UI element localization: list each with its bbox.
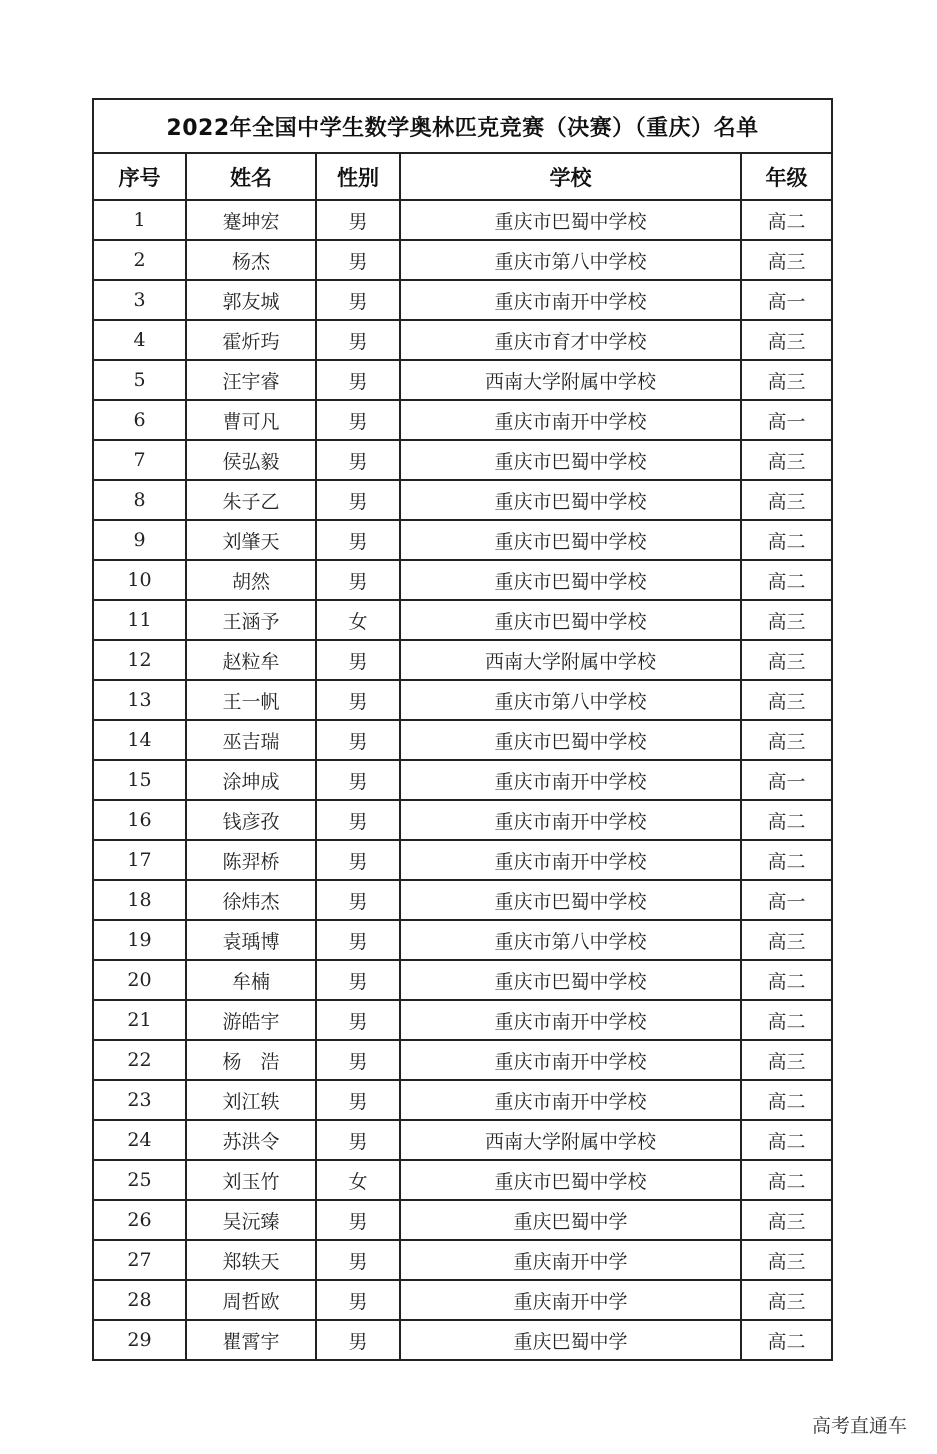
cell-school: 重庆市巴蜀中学校 (400, 1160, 741, 1200)
cell-grade: 高一 (741, 400, 832, 440)
table-row (93, 240, 832, 280)
cell-gender: 男 (316, 520, 400, 560)
cell-school: 重庆市南开中学校 (400, 1040, 741, 1080)
cell-school: 重庆巴蜀中学 (400, 1320, 741, 1360)
cell-gender: 男 (316, 240, 400, 280)
table-row (93, 800, 832, 840)
cell-school: 重庆市第八中学校 (400, 680, 741, 720)
name-list-table (92, 98, 833, 1361)
cell-name: 蹇坤宏 (186, 200, 316, 240)
table-row (93, 680, 832, 720)
cell-name: 郑轶天 (186, 1240, 316, 1280)
cell-gender: 女 (316, 1160, 400, 1200)
cell-school: 重庆市巴蜀中学校 (400, 960, 741, 1000)
table-row (93, 1120, 832, 1160)
cell-school: 重庆市巴蜀中学校 (400, 440, 741, 480)
cell-gender: 男 (316, 880, 400, 920)
cell-index: 28 (93, 1280, 186, 1320)
cell-name: 王涵予 (186, 600, 316, 640)
title-row (93, 99, 832, 153)
cell-name: 徐炜杰 (186, 880, 316, 920)
table-row (93, 1160, 832, 1200)
cell-index: 17 (93, 840, 186, 880)
cell-index: 27 (93, 1240, 186, 1280)
cell-school: 重庆市巴蜀中学校 (400, 480, 741, 520)
cell-grade: 高二 (741, 520, 832, 560)
cell-gender: 男 (316, 200, 400, 240)
table-row (93, 320, 832, 360)
table-row (93, 200, 832, 240)
cell-grade: 高三 (741, 1200, 832, 1240)
cell-school: 西南大学附属中学校 (400, 360, 741, 400)
table-row (93, 560, 832, 600)
cell-grade: 高三 (741, 680, 832, 720)
cell-grade: 高三 (741, 360, 832, 400)
cell-name: 游皓宇 (186, 1000, 316, 1040)
cell-gender: 男 (316, 640, 400, 680)
cell-school: 重庆南开中学 (400, 1280, 741, 1320)
cell-index: 12 (93, 640, 186, 680)
cell-gender: 男 (316, 480, 400, 520)
cell-name: 刘肇天 (186, 520, 316, 560)
cell-grade: 高三 (741, 600, 832, 640)
cell-name: 赵粒牟 (186, 640, 316, 680)
cell-school: 重庆市第八中学校 (400, 240, 741, 280)
cell-school: 重庆市南开中学校 (400, 1000, 741, 1040)
table-row (93, 880, 832, 920)
cell-name: 钱彦孜 (186, 800, 316, 840)
cell-index: 22 (93, 1040, 186, 1080)
cell-index: 14 (93, 720, 186, 760)
cell-name: 曹可凡 (186, 400, 316, 440)
cell-index: 16 (93, 800, 186, 840)
table-row (93, 1040, 832, 1080)
cell-name: 刘玉竹 (186, 1160, 316, 1200)
table-row (93, 1000, 832, 1040)
cell-index: 1 (93, 200, 186, 240)
table-row (93, 840, 832, 880)
cell-grade: 高二 (741, 800, 832, 840)
cell-school: 重庆市巴蜀中学校 (400, 880, 741, 920)
cell-gender: 男 (316, 1320, 400, 1360)
cell-grade: 高二 (741, 840, 832, 880)
cell-grade: 高二 (741, 1320, 832, 1360)
table-row (93, 720, 832, 760)
cell-index: 29 (93, 1320, 186, 1360)
cell-grade: 高三 (741, 480, 832, 520)
cell-grade: 高二 (741, 1080, 832, 1120)
cell-gender: 男 (316, 1120, 400, 1160)
cell-index: 20 (93, 960, 186, 1000)
cell-school: 重庆市育才中学校 (400, 320, 741, 360)
cell-index: 6 (93, 400, 186, 440)
table-row (93, 1240, 832, 1280)
cell-school: 重庆市南开中学校 (400, 1080, 741, 1120)
cell-school: 西南大学附属中学校 (400, 640, 741, 680)
cell-grade: 高三 (741, 640, 832, 680)
cell-grade: 高三 (741, 720, 832, 760)
cell-index: 18 (93, 880, 186, 920)
cell-grade: 高一 (741, 760, 832, 800)
cell-gender: 男 (316, 440, 400, 480)
cell-index: 19 (93, 920, 186, 960)
cell-gender: 男 (316, 720, 400, 760)
cell-index: 25 (93, 1160, 186, 1200)
cell-name: 霍炘玙 (186, 320, 316, 360)
header-name: 姓名 (186, 153, 316, 200)
cell-gender: 男 (316, 1280, 400, 1320)
cell-name: 汪宇睿 (186, 360, 316, 400)
cell-school: 重庆市南开中学校 (400, 400, 741, 440)
cell-grade: 高二 (741, 560, 832, 600)
cell-index: 5 (93, 360, 186, 400)
header-index: 序号 (93, 153, 186, 200)
cell-index: 4 (93, 320, 186, 360)
cell-index: 26 (93, 1200, 186, 1240)
cell-index: 2 (93, 240, 186, 280)
table-row (93, 520, 832, 560)
cell-school: 重庆市巴蜀中学校 (400, 600, 741, 640)
cell-name: 周哲欧 (186, 1280, 316, 1320)
cell-grade: 高一 (741, 880, 832, 920)
cell-grade: 高三 (741, 1040, 832, 1080)
cell-gender: 男 (316, 320, 400, 360)
cell-grade: 高二 (741, 1000, 832, 1040)
cell-school: 重庆市南开中学校 (400, 800, 741, 840)
table-row (93, 640, 832, 680)
cell-grade: 高二 (741, 1160, 832, 1200)
cell-gender: 男 (316, 560, 400, 600)
cell-index: 21 (93, 1000, 186, 1040)
cell-gender: 男 (316, 1240, 400, 1280)
cell-gender: 男 (316, 960, 400, 1000)
cell-index: 13 (93, 680, 186, 720)
cell-grade: 高三 (741, 920, 832, 960)
cell-gender: 男 (316, 680, 400, 720)
table-body (93, 200, 832, 1360)
table-row (93, 400, 832, 440)
cell-index: 24 (93, 1120, 186, 1160)
cell-name: 郭友城 (186, 280, 316, 320)
cell-gender: 男 (316, 760, 400, 800)
cell-name: 侯弘毅 (186, 440, 316, 480)
cell-school: 重庆市巴蜀中学校 (400, 520, 741, 560)
cell-grade: 高三 (741, 320, 832, 360)
cell-gender: 男 (316, 1040, 400, 1080)
cell-index: 8 (93, 480, 186, 520)
cell-index: 15 (93, 760, 186, 800)
header-row (93, 153, 832, 200)
cell-gender: 男 (316, 360, 400, 400)
cell-grade: 高三 (741, 240, 832, 280)
cell-school: 重庆市第八中学校 (400, 920, 741, 960)
cell-gender: 男 (316, 920, 400, 960)
table-row (93, 280, 832, 320)
cell-grade: 高二 (741, 960, 832, 1000)
table-row (93, 1200, 832, 1240)
cell-gender: 男 (316, 1200, 400, 1240)
watermark: 高考直通车 (811, 1415, 907, 1437)
cell-school: 重庆市巴蜀中学校 (400, 720, 741, 760)
cell-name: 苏洪令 (186, 1120, 316, 1160)
cell-name: 陈羿桥 (186, 840, 316, 880)
cell-school: 重庆市南开中学校 (400, 760, 741, 800)
cell-grade: 高三 (741, 1240, 832, 1280)
cell-name: 牟楠 (186, 960, 316, 1000)
cell-name: 杨 浩 (186, 1040, 316, 1080)
cell-school: 重庆市南开中学校 (400, 840, 741, 880)
cell-gender: 男 (316, 400, 400, 440)
cell-grade: 高一 (741, 280, 832, 320)
table-row (93, 360, 832, 400)
table-row (93, 1280, 832, 1320)
table-row (93, 1320, 832, 1360)
cell-gender: 男 (316, 1000, 400, 1040)
cell-name: 杨杰 (186, 240, 316, 280)
cell-name: 胡然 (186, 560, 316, 600)
cell-name: 吴沅臻 (186, 1200, 316, 1240)
cell-school: 重庆市巴蜀中学校 (400, 200, 741, 240)
header-grade: 年级 (741, 153, 832, 200)
cell-index: 11 (93, 600, 186, 640)
cell-gender: 男 (316, 1080, 400, 1120)
cell-school: 重庆市巴蜀中学校 (400, 560, 741, 600)
cell-index: 10 (93, 560, 186, 600)
cell-name: 瞿霄宇 (186, 1320, 316, 1360)
table-row (93, 920, 832, 960)
table-row (93, 960, 832, 1000)
table-row (93, 480, 832, 520)
cell-gender: 男 (316, 280, 400, 320)
cell-name: 王一帆 (186, 680, 316, 720)
table-row (93, 1080, 832, 1120)
cell-name: 巫吉瑞 (186, 720, 316, 760)
cell-name: 涂坤成 (186, 760, 316, 800)
cell-name: 刘江轶 (186, 1080, 316, 1120)
cell-school: 重庆市南开中学校 (400, 280, 741, 320)
cell-gender: 男 (316, 840, 400, 880)
table-row (93, 760, 832, 800)
cell-grade: 高二 (741, 200, 832, 240)
cell-name: 朱子乙 (186, 480, 316, 520)
cell-index: 23 (93, 1080, 186, 1120)
cell-name: 袁瑀博 (186, 920, 316, 960)
table-row (93, 600, 832, 640)
cell-school: 重庆南开中学 (400, 1240, 741, 1280)
table-row (93, 440, 832, 480)
cell-gender: 男 (316, 800, 400, 840)
cell-grade: 高二 (741, 1120, 832, 1160)
cell-index: 3 (93, 280, 186, 320)
cell-gender: 女 (316, 600, 400, 640)
cell-index: 7 (93, 440, 186, 480)
cell-grade: 高三 (741, 440, 832, 480)
header-school: 学校 (400, 153, 741, 200)
cell-school: 重庆巴蜀中学 (400, 1200, 741, 1240)
cell-school: 西南大学附属中学校 (400, 1120, 741, 1160)
table-title: 2022年全国中学生数学奥林匹克竞赛（决赛）（重庆）名单 (93, 99, 832, 153)
cell-grade: 高三 (741, 1280, 832, 1320)
header-gender: 性别 (316, 153, 400, 200)
cell-index: 9 (93, 520, 186, 560)
